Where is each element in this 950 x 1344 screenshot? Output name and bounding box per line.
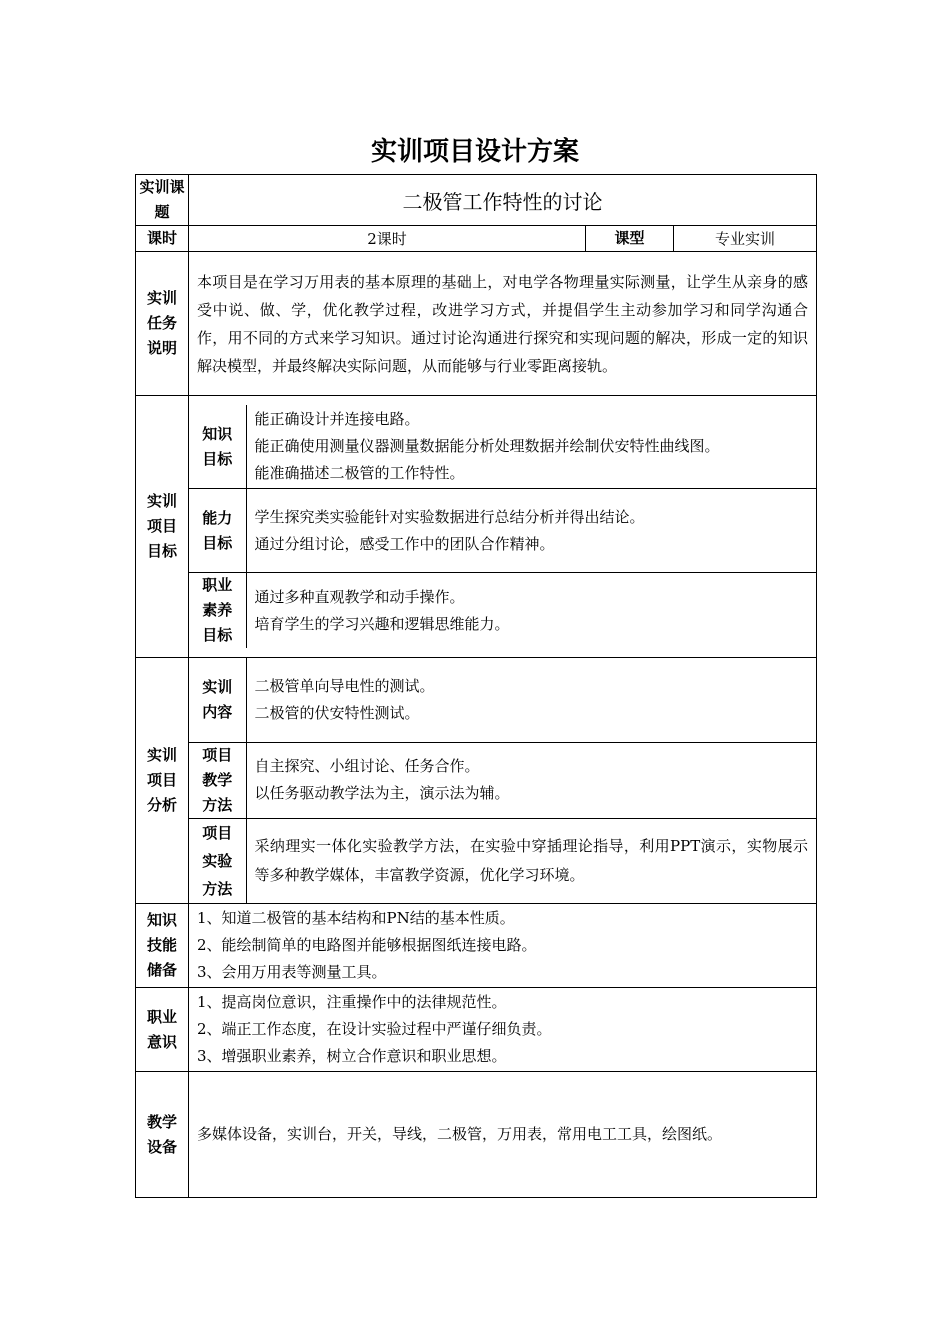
- goals-row: [136, 396, 817, 658]
- quality-goal-text: 通过多种直观教学和动手操作。 培育学生的学习兴趣和逻辑思维能力。: [254, 587, 510, 633]
- knowledge-goal-label: 知识目标: [189, 405, 246, 489]
- analysis-label: 实训项目分析: [136, 658, 189, 904]
- topic-value: 二极管工作特性的讨论: [189, 175, 817, 226]
- experiment-label: 项目实验方法: [189, 818, 246, 903]
- awareness-row: [136, 988, 817, 1072]
- analysis-row: [136, 658, 817, 904]
- knowledge-goal-text: 能正确设计并连接电路。 能正确使用测量仪器测量数据能分析处理数据并绘制伏安特性曲线图。 能准确描述二极管的工作特性。: [246, 405, 816, 489]
- course-type-label: 课型: [586, 226, 674, 252]
- hours-label: 课时: [136, 226, 189, 252]
- quality-goal-row: [189, 573, 816, 649]
- goals-label: 实训项目目标: [136, 396, 189, 658]
- equipment-row: [136, 1072, 817, 1198]
- equipment-text: 多媒体设备，实训台，开关，导线，二极管，万用表，常用电工工具，绘图纸。: [189, 1072, 817, 1198]
- awareness-text: 1、提高岗位意识，注重操作中的法律规范性。 2、端正工作态度，在设计实验过程中严谨仔细负责。 3、增强职业素养，树立合作意识和职业思想。: [189, 988, 817, 1072]
- topic-label: 实训课题: [136, 175, 189, 226]
- method-text: 自主探究、小组讨论、任务合作。 以任务驱动教学法为主，演示法为辅。: [246, 742, 816, 818]
- document-title: 实训项目设计方案: [370, 137, 579, 167]
- ability-goal-row: [189, 489, 816, 573]
- experiment-row: [189, 818, 816, 903]
- task-row: [136, 252, 817, 396]
- hours-row: [136, 226, 817, 252]
- content-label: 实训内容: [189, 658, 246, 742]
- hours-value: 2课时: [189, 226, 586, 252]
- content-text: 二极管单向导电性的测试。 二极管的伏安特性测试。: [246, 658, 816, 742]
- awareness-label: 职业意识: [136, 988, 189, 1072]
- plan-table: [135, 174, 817, 1198]
- ability-goal-text: 学生探究类实验能针对实验数据进行总结分析并得出结论。 通过分组讨论，感受工作中的团队合作精神。: [246, 489, 816, 573]
- equipment-label: 教学设备: [136, 1072, 189, 1198]
- quality-goal-label: 职业素养目标: [189, 573, 246, 649]
- content-row: [189, 658, 816, 742]
- task-label: 实训任务说明: [136, 252, 189, 396]
- prereq-text: 1、知道二极管的基本结构和PN结的基本性质。 2、能绘制简单的电路图并能够根据图纸连接电路。 3、会用万用表等测量工具。: [189, 904, 817, 988]
- topic-row: [136, 175, 817, 226]
- task-text: 本项目是在学习万用表的基本原理的基础上，对电学各物理量实际测量，让学生从亲身的感受中说、做、学，优化教学过程，改进学习方式，并提倡学生主动参加学习和同学沟通合作，用不同的方式来学习知识。通过讨论沟通进行探究和实现问题的解决，形成一定的知识解决模型，并最终解决实际问题，从而能够与行业零距离接轨。: [189, 252, 817, 396]
- method-row: [189, 742, 816, 818]
- ability-goal-label: 能力目标: [189, 489, 246, 573]
- method-label: 项目教学方法: [189, 742, 246, 818]
- prereq-row: [136, 904, 817, 988]
- knowledge-goal-row: [189, 405, 816, 489]
- prereq-label: 知识技能储备: [136, 904, 189, 988]
- course-type-value: 专业实训: [674, 226, 817, 252]
- experiment-text: 采纳理实一体化实验教学方法，在实验中穿插理论指导，利用PPT演示，实物展示等多种教学媒体，丰富教学资源，优化学习环境。: [254, 836, 808, 884]
